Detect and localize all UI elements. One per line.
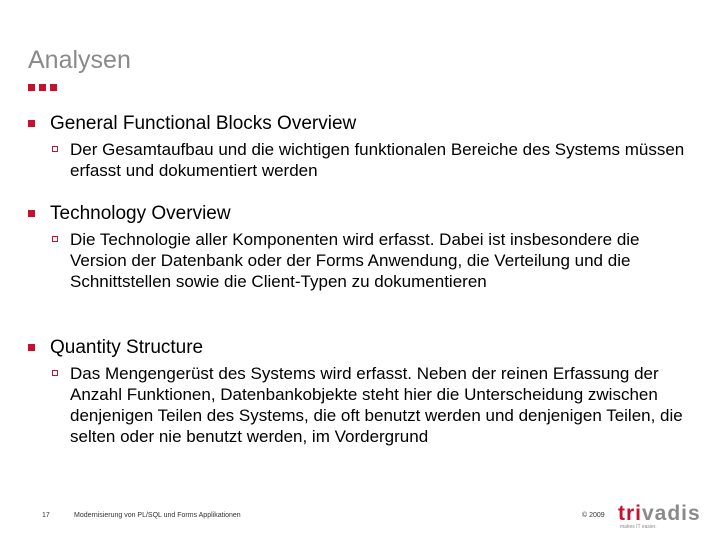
accent-square xyxy=(28,84,35,91)
footer-caption: Modernisierung von PL/SQL und Forms Applikationen xyxy=(74,512,241,519)
section-quantity xyxy=(28,336,698,447)
section-technology xyxy=(28,202,698,292)
bullet-outline-square-icon xyxy=(52,370,58,376)
section-bullet-text: Die Technologie aller Komponenten wird erfasst. Dabei ist insbesondere die Version der Datenbank oder der Forms Anwendung, die Verteilung und die Schnittstellen sowie die Client-Typen zu dokumentieren xyxy=(70,230,640,291)
bullet-square-icon xyxy=(28,210,35,217)
section-bullet-text: Der Gesamtaufbau und die wichtigen funktionalen Bereiche des Systems müssen erfasst und dokumentiert werden xyxy=(70,140,685,180)
footer-copyright: © 2009 xyxy=(582,512,605,519)
page-number: 17 xyxy=(42,512,50,519)
bullet-square-icon xyxy=(28,120,35,127)
bullet-square-icon xyxy=(28,344,35,351)
bullet-outline-square-icon xyxy=(52,146,58,152)
bullet-outline-square-icon xyxy=(52,236,58,242)
trivadis-logo xyxy=(618,504,701,530)
logo-tagline: makes IT easier. xyxy=(620,524,657,530)
accent-square xyxy=(50,84,57,91)
logo-text-red: tri xyxy=(618,502,642,525)
section-heading: Quantity Structure xyxy=(50,337,204,358)
slide-title: Analysen xyxy=(28,46,131,74)
section-heading: General Functional Blocks Overview xyxy=(50,113,357,134)
logo-text-gray: vadis xyxy=(642,502,701,525)
section-heading: Technology Overview xyxy=(50,203,231,224)
accent-square xyxy=(39,84,46,91)
section-functional-blocks xyxy=(28,112,698,181)
title-accent-squares xyxy=(28,84,57,91)
section-bullet-text: Das Mengengerüst des Systems wird erfasst. Neben der reinen Erfassung der Anzahl Funktionen, Datenbankobjekte steht hier die Unterscheidung zwischen denjenigen Teilen des Systems, die oft benutzt werden und denjenigen Teilen, die selten oder nie benutzt werden, im Vordergrund xyxy=(70,364,683,446)
